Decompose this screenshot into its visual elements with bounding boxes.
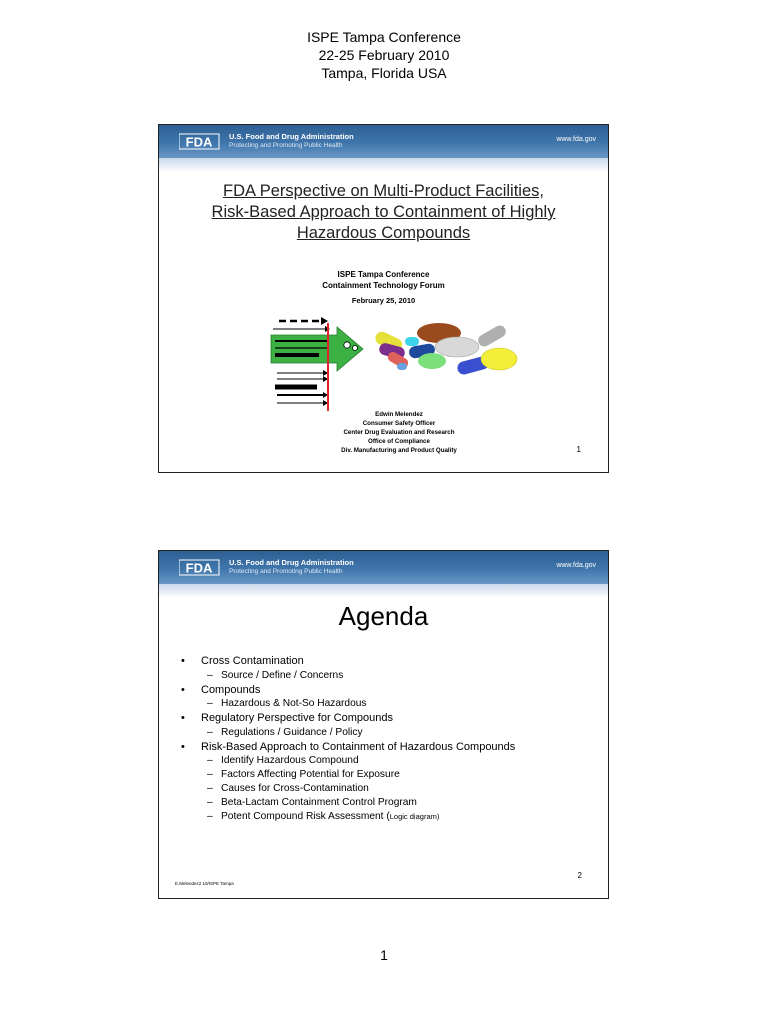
agenda-list (181, 654, 601, 824)
fda-logo-text: FDA (185, 134, 213, 150)
author-block (309, 410, 489, 455)
title-line-1: FDA Perspective on Multi-Product Facilities, (223, 182, 544, 200)
website-link[interactable]: www.fda.gov (556, 562, 596, 569)
slide-footnote: E.Melendez2 10/ISPE Tampa (175, 881, 234, 886)
slide-2 (158, 550, 609, 899)
author-center: Center Drug Evaluation and Research (343, 429, 455, 436)
slide-number: 1 (576, 445, 581, 454)
fda-banner (159, 551, 608, 584)
agency-tagline: Protecting and Promoting Public Health (229, 568, 343, 575)
author-office: Office of Compliance (368, 438, 430, 445)
agenda-bullet (181, 654, 601, 669)
agenda-bullet: • Risk-Based Approach to Containment of Hazardous Compounds (181, 740, 516, 753)
agenda-title: Agenda (338, 601, 429, 631)
fda-logo-icon (179, 132, 221, 151)
agency-tagline: Protecting and Promoting Public Health (229, 142, 343, 149)
author-division: Div. Manufacturing and Product Quality (341, 447, 457, 454)
agenda-sub-item: – Potent Compound Risk Assessment (Logic diagram) (207, 811, 440, 822)
slide-title (159, 181, 608, 244)
logic-diagram-note: Logic diagram) (389, 812, 440, 821)
page-header (0, 28, 768, 82)
arrows-graphic (271, 317, 363, 411)
header-line-1: ISPE Tampa Conference (307, 29, 461, 45)
slide-1 (158, 124, 609, 473)
header-line-2: 22-25 February 2010 (318, 47, 450, 63)
agenda-sub-item: – Beta-Lactam Containment Control Program (207, 797, 417, 808)
presentation-date: February 25, 2010 (351, 296, 416, 305)
pills-graphic (373, 323, 517, 376)
author-name: Edwin Melendez (375, 411, 423, 418)
conference-info (159, 269, 608, 291)
agenda-bullet: • Regulatory Perspective for Compounds (181, 712, 393, 724)
agenda-sub-item: – Hazardous & Not-So Hazardous (207, 698, 367, 709)
fda-logo-icon (179, 558, 221, 577)
fda-logo-text: FDA (185, 560, 213, 576)
title-line-3: Hazardous Compounds (296, 224, 471, 242)
page-number: 1 (380, 947, 388, 963)
title-line-2: Risk-Based Approach to Containment of Highly (211, 203, 556, 221)
fda-banner (159, 125, 608, 158)
agenda-sub-item: – Identify Hazardous Compound (207, 755, 359, 766)
banner-fade (159, 158, 608, 172)
agenda-sub-item: – Regulations / Guidance / Policy (207, 726, 363, 738)
website-link[interactable]: www.fda.gov (556, 136, 596, 143)
header-line-3: Tampa, Florida USA (321, 65, 447, 81)
banner-fade (159, 584, 608, 598)
agency-name: U.S. Food and Drug Administration (229, 558, 354, 567)
agenda-sub-item: – Factors Affecting Potential for Exposure (207, 769, 400, 780)
conference-name: ISPE Tampa Conference (337, 270, 430, 279)
agency-name: U.S. Food and Drug Administration (229, 132, 354, 141)
containment-illustration (267, 315, 527, 415)
bullet-dot: • (181, 655, 185, 667)
agenda-sub-item: – Causes for Cross-Contamination (207, 783, 369, 794)
bullet-text: Cross Contamination (201, 655, 304, 667)
author-title: Consumer Safety Officer (362, 420, 436, 427)
agenda-sub-item: – Source / Define / Concerns (207, 669, 344, 681)
agenda-bullet: • Compounds (181, 683, 261, 696)
slide-number: 2 (577, 871, 582, 880)
forum-name: Containment Technology Forum (322, 281, 445, 290)
